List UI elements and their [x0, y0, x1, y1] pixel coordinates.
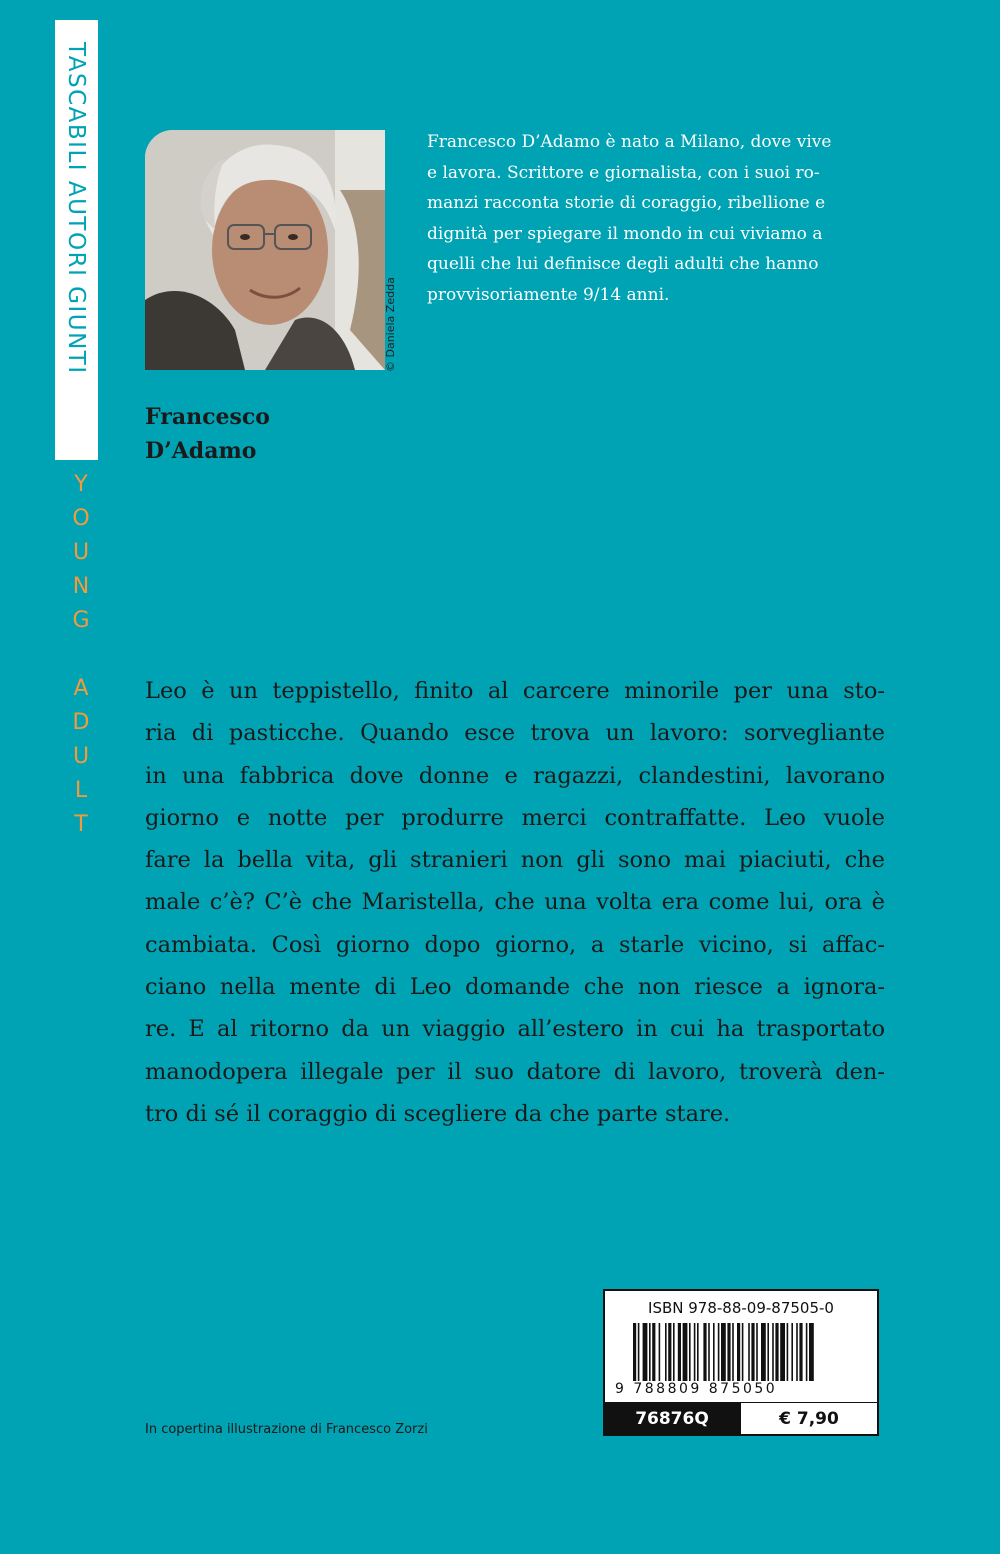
- barcode-bar: [772, 1323, 774, 1381]
- bio-line: dignità per spiegare il mondo in cui viviamo a: [427, 223, 823, 244]
- blurb-line: giorno e notte per produrre merci contraffatte. Leo vuole: [145, 804, 885, 831]
- barcode-bar: [633, 1323, 636, 1381]
- barcode-bar: [649, 1323, 651, 1381]
- series-name: TASCABILI AUTORI GIUNTI: [63, 42, 90, 375]
- barcode-bar: [703, 1323, 706, 1381]
- barcode-bar: [694, 1323, 696, 1381]
- isbn-label: ISBN 978-88-09-87505-0: [648, 1299, 834, 1317]
- ya-letter: T: [74, 812, 88, 837]
- barcode-bar: [775, 1323, 778, 1381]
- barcode-bar: [665, 1323, 667, 1381]
- ya-letter: A: [73, 676, 89, 701]
- barcode-bar: [668, 1323, 671, 1381]
- author-first-name: Francesco: [145, 404, 270, 430]
- barcode-bar: [659, 1323, 661, 1381]
- barcode-bar: [683, 1323, 688, 1381]
- book-blurb: [145, 670, 885, 1135]
- barcode-bar: [708, 1323, 710, 1381]
- barcode-bar: [689, 1323, 691, 1381]
- author-name: [145, 400, 445, 468]
- author-bio: [427, 127, 887, 310]
- barcode-bar: [787, 1323, 789, 1381]
- bio-line: quelli che lui definisce degli adulti che hanno: [427, 254, 819, 274]
- ya-letter: U: [72, 744, 90, 769]
- barcode-bar: [809, 1323, 814, 1381]
- barcode-box: [603, 1289, 879, 1436]
- barcode-bar: [751, 1323, 754, 1381]
- barcode-bar: [796, 1323, 798, 1381]
- bio-line: provvisoriamente 9/14 anni.: [427, 284, 670, 305]
- ya-letter: Y: [74, 472, 88, 497]
- bio-line: e lavora. Scrittore e giornalista, con i suoi ro-: [427, 162, 820, 183]
- barcode-bar: [638, 1323, 640, 1381]
- barcode-bar: [737, 1323, 740, 1381]
- ya-letter: N: [72, 574, 90, 599]
- cover-credit: In copertina illustrazione di Francesco Zorzi: [145, 1422, 428, 1437]
- barcode-bar: [713, 1323, 715, 1381]
- barcode-bar: [718, 1323, 720, 1381]
- blurb-line: manodopera illegale per il suo datore di lavoro, troverà den-: [145, 1058, 885, 1085]
- barcode-bar: [678, 1323, 681, 1381]
- price: € 7,90: [739, 1403, 877, 1434]
- barcode-bar: [727, 1323, 730, 1381]
- barcode-bar: [756, 1323, 758, 1381]
- author-last-name: D’Adamo: [145, 438, 257, 464]
- blurb-line: male c’è? C’è che Maristella, che una volta era come lui, ora è: [145, 889, 885, 916]
- barcode-bar: [748, 1323, 750, 1381]
- barcode-bar: [791, 1323, 793, 1381]
- blurb-line: cambiata. Così giorno dopo giorno, a starle vicino, si affac-: [145, 931, 885, 958]
- blurb-line: ria di pasticche. Quando esce trova un lavoro: sorvegliante: [145, 720, 885, 747]
- ya-letter: G: [72, 608, 90, 633]
- ya-letter: D: [72, 710, 90, 735]
- young-adult-label: [66, 468, 96, 842]
- barcode-bar: [643, 1323, 648, 1381]
- bio-line: manzi racconta storie di coraggio, ribellione e: [427, 193, 826, 213]
- barcode-bar: [767, 1323, 769, 1381]
- barcode-digits: 9 788809 875050: [615, 1381, 778, 1397]
- barcode-bar: [806, 1323, 808, 1381]
- barcode-bar: [721, 1323, 726, 1381]
- barcode-bar: [673, 1323, 675, 1381]
- barcode-bar: [697, 1323, 699, 1381]
- barcode-bar: [732, 1323, 734, 1381]
- photo-credit: © Daniela Zedda: [384, 277, 397, 372]
- blurb-line: in una fabbrica dove donne e ragazzi, clandestini, lavorano: [145, 762, 885, 789]
- barcode-bar: [742, 1323, 744, 1381]
- barcode-bar: [780, 1323, 785, 1381]
- product-code: 76876Q: [605, 1403, 739, 1434]
- author-photo: [145, 130, 385, 370]
- author-portrait-image: [145, 130, 385, 370]
- blurb-line: re. E al ritorno da un viaggio all’estero in cui ha trasportato: [145, 1016, 885, 1043]
- bio-line: Francesco D’Adamo è nato a Milano, dove vive: [427, 132, 832, 152]
- barcode-bar: [761, 1323, 766, 1381]
- blurb-line: ciano nella mente di Leo domande che non riesce a ignora-: [145, 974, 885, 1001]
- blurb-line: fare la bella vita, gli stranieri non gli sono mai piaciuti, che: [145, 847, 885, 874]
- barcode-bars: [633, 1323, 867, 1381]
- blurb-line: tro di sé il coraggio di scegliere da che parte stare.: [145, 1100, 731, 1127]
- barcode-bar: [799, 1323, 802, 1381]
- barcode-bar: [652, 1323, 655, 1381]
- ya-letter: U: [72, 540, 90, 565]
- ya-letter: L: [74, 778, 88, 803]
- blurb-line: Leo è un teppistello, finito al carcere minorile per una sto-: [145, 678, 885, 704]
- ya-letter: O: [72, 506, 90, 531]
